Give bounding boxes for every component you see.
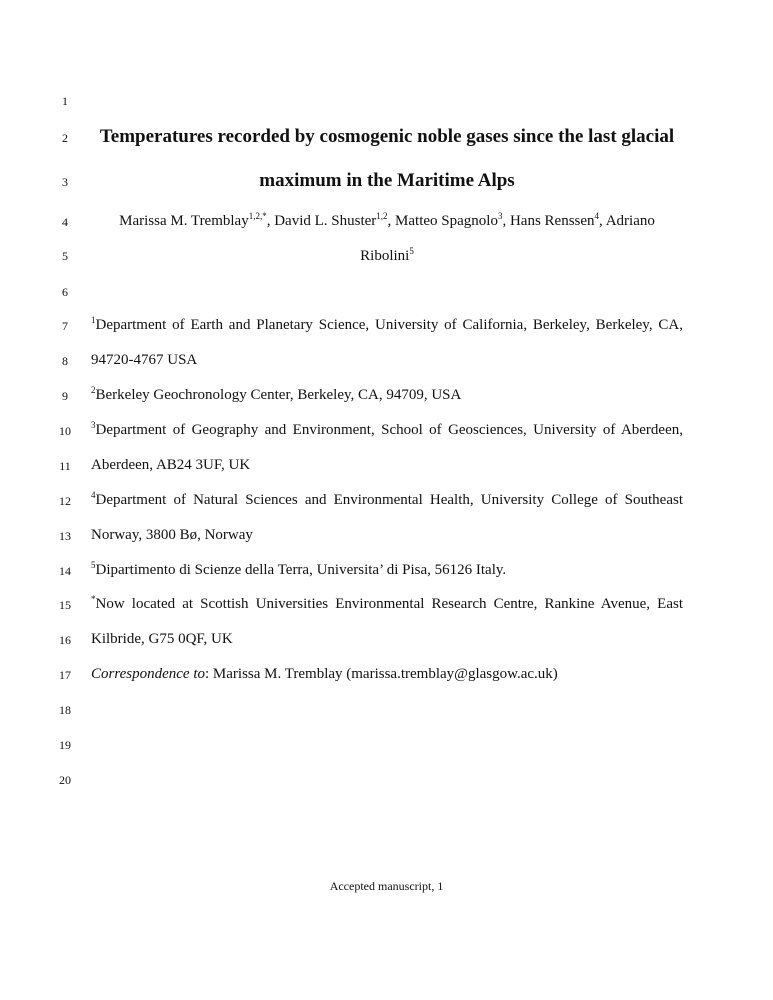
affiliation-4-line-2: Norway, 3800 Bø, Norway <box>91 527 253 543</box>
affiliation-text: Dipartimento di Scienze della Terra, Universita’ di Pisa, 56126 Italy. <box>95 562 507 578</box>
author-name: , Adriano <box>599 213 655 229</box>
affiliation-text: Department of Geography and Environment, School of Geosciences, University of Aberdeen, <box>95 422 683 438</box>
page-footer: Accepted manuscript, 1 <box>329 879 444 893</box>
affiliation-4-line-1 <box>91 491 683 509</box>
author-list-line-1 <box>91 212 683 230</box>
line-number: 12 <box>59 494 71 508</box>
affiliation-mark: 4 <box>91 490 96 500</box>
line-number: 19 <box>59 738 71 752</box>
affiliation-text: Department of Earth and Planetary Science, University of California, Berkeley, Berkeley, CA, <box>95 317 683 333</box>
correspondence-line <box>91 665 683 683</box>
paper-title-line-1: Temperatures recorded by cosmogenic noble gases since the last glacial <box>99 126 675 147</box>
line-number: 18 <box>59 703 71 717</box>
author-name: , Matteo Spagnolo <box>387 213 498 229</box>
line-number: 2 <box>62 131 68 145</box>
affiliation-2-line-1 <box>91 386 683 404</box>
affiliation-text: Now located at Scottish Universities Environmental Research Centre, Rankine Avenue, East <box>95 596 683 612</box>
line-number: 1 <box>62 94 68 108</box>
line-number: 15 <box>59 598 71 612</box>
author-name: Ribolini <box>360 248 410 264</box>
affiliation-5-line-1 <box>91 561 683 579</box>
author-affiliation-mark: 1,2 <box>376 211 388 221</box>
line-number: 3 <box>62 175 68 189</box>
affiliation-mark: 1 <box>91 315 96 325</box>
author-affiliation-mark: 1,2,* <box>248 211 267 221</box>
affiliation-1-line-1 <box>91 316 683 334</box>
correspondence-contact: : Marissa M. Tremblay (marissa.tremblay@glasgow.ac.uk) <box>205 666 558 682</box>
affiliation-current-line-1 <box>91 595 683 613</box>
line-number: 10 <box>59 424 71 438</box>
affiliation-current-line-2: Kilbride, G75 0QF, UK <box>91 631 233 647</box>
line-number: 8 <box>62 354 68 368</box>
author-affiliation-mark: 5 <box>409 246 414 256</box>
affiliation-text: Berkeley Geochronology Center, Berkeley, CA, 94709, USA <box>95 387 462 403</box>
affiliation-mark: 3 <box>91 420 96 430</box>
affiliation-mark: * <box>91 594 96 604</box>
line-number: 16 <box>59 633 71 647</box>
line-number: 5 <box>62 249 68 263</box>
line-number: 13 <box>59 529 71 543</box>
line-number: 17 <box>59 668 71 682</box>
author-name: Marissa M. Tremblay <box>119 213 249 229</box>
author-affiliation-mark: 4 <box>594 211 600 221</box>
author-name: , David L. Shuster <box>266 213 377 229</box>
line-number: 6 <box>62 285 68 299</box>
affiliation-3-line-2: Aberdeen, AB24 3UF, UK <box>91 457 251 473</box>
line-number: 20 <box>59 773 71 787</box>
affiliation-mark: 5 <box>91 560 96 570</box>
affiliation-1-line-2: 94720-4767 USA <box>91 352 198 368</box>
line-number: 4 <box>62 215 68 229</box>
author-list-line-2 <box>91 247 683 265</box>
affiliation-text: Department of Natural Sciences and Environmental Health, University College of Southeast <box>95 492 683 508</box>
author-name: , Hans Renssen <box>502 213 595 229</box>
correspondence-label: Correspondence to <box>91 666 206 682</box>
affiliation-mark: 2 <box>91 385 96 395</box>
line-number: 11 <box>59 459 71 473</box>
line-number: 9 <box>62 389 68 403</box>
paper-title-line-2: maximum in the Maritime Alps <box>259 170 515 191</box>
line-number: 14 <box>59 564 71 578</box>
line-number: 7 <box>62 319 68 333</box>
author-affiliation-mark: 3 <box>497 211 503 221</box>
affiliation-3-line-1 <box>91 421 683 439</box>
